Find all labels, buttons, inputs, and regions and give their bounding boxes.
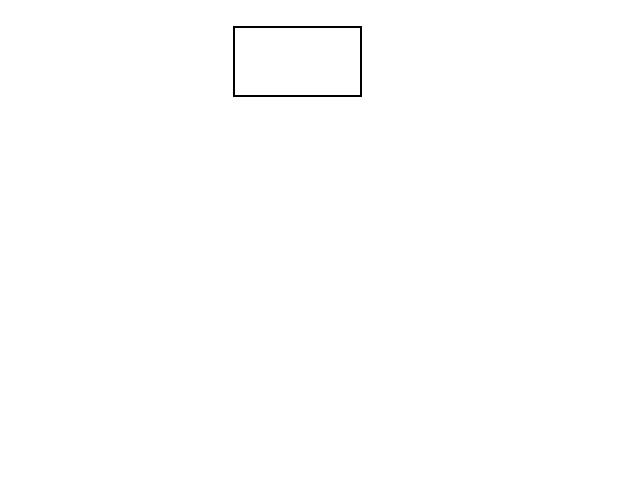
legend-box [233, 26, 362, 97]
